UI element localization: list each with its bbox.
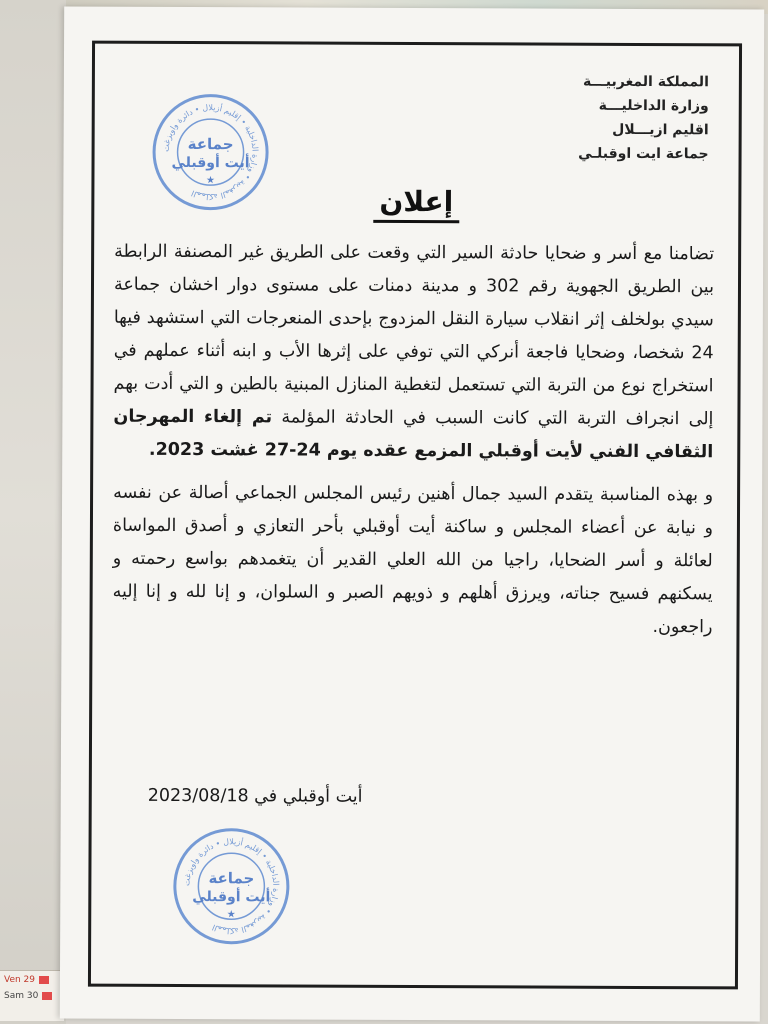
stamp-ring-text: المملكة المغربية • وزارة الداخلية • إقليم أزيلال • دائرة واويزغت (182, 837, 281, 936)
paragraph-1 (113, 236, 714, 470)
paragraph-1-text: تضامنا مع أسر و ضحايا حادثة السير التي وقعت على الطريق غير المصنفة الرابطة بين الطريق الجهوية رقم 302 و مدينة دمنات على مستوى دوار اخشان جماعة سيدي بولخلف إثر انقلاب سيارة النقل المزدوج بإحدى المنعرجات التي استشهد فيها 24 شخصا، وضحايا فاجعة أنركي التي توفي على إثرها الأب و ابنه أثناء عملهم في استخراج نوع من التربة التي تستعمل لتغطية المنازل المبنية بالطين و التي أدت بهم إلى انجراف التربة التي كانت السبب في الحادثة المؤلمة (113, 241, 715, 430)
notice-title: إعلان (94, 184, 738, 220)
notice-paper (60, 6, 764, 1021)
calendar-corner (0, 970, 64, 1021)
stamp-center-line2: أيت أوقبلي (192, 889, 271, 906)
header-ministry: وزارة الداخليـــة (598, 97, 709, 115)
header-province: اقليم ازيـــلال (612, 121, 709, 139)
stamp-center-line2: أيت أوقبلي (171, 154, 250, 172)
calendar-row-2: Sam 30 (4, 991, 52, 1001)
paragraph-2: و بهذه المناسبة يتقدم السيد جمال أهنين رئيس المجلس الجماعي أصالة عن نفسه و نيابة عن أعضاء المجلس و ساكنة أيت أوقبلي بأحر التعازي و أصدق المواساة لعائلة و أسر الضحايا، راجيا من الله العلي القدير أن يتغمدهم بواسع رحمته و يسكنهم فسيح جناته، ويرزق أهلهم و ذويهم الصبر و السلوان، و إنا لله و إنا إليه راجعون. (112, 482, 714, 638)
official-header (509, 69, 709, 166)
calendar-row-1: Ven 29 (4, 975, 49, 985)
star-icon: ★ (226, 909, 236, 921)
stamp-center-line1: جماعة (208, 869, 255, 888)
stamp-ring-text: المملكة المغربية • وزارة الداخلية • إقليم أزيلال • دائرة واويزغت (161, 103, 260, 202)
header-commune: جماعة ايت اوقبلـي (578, 145, 709, 163)
star-icon: ★ (205, 175, 215, 187)
stamp-ring-icon (176, 831, 286, 941)
notice-frame (88, 41, 742, 990)
stamp-center-line1: جماعة (187, 135, 234, 154)
header-kingdom: المملكة المغربيـــة (582, 73, 709, 91)
place-date: أيت أوقبلي في 2023/08/18 (147, 785, 363, 807)
cancellation-announcement: تم إلغاء المهرجان الثقافي الفني لأيت أوقبلي المزمع عقده يوم 24-27 غشت 2023. (113, 406, 714, 463)
notice-body (112, 236, 714, 645)
background-left (0, 0, 66, 1024)
official-stamp-bottom (173, 828, 290, 945)
